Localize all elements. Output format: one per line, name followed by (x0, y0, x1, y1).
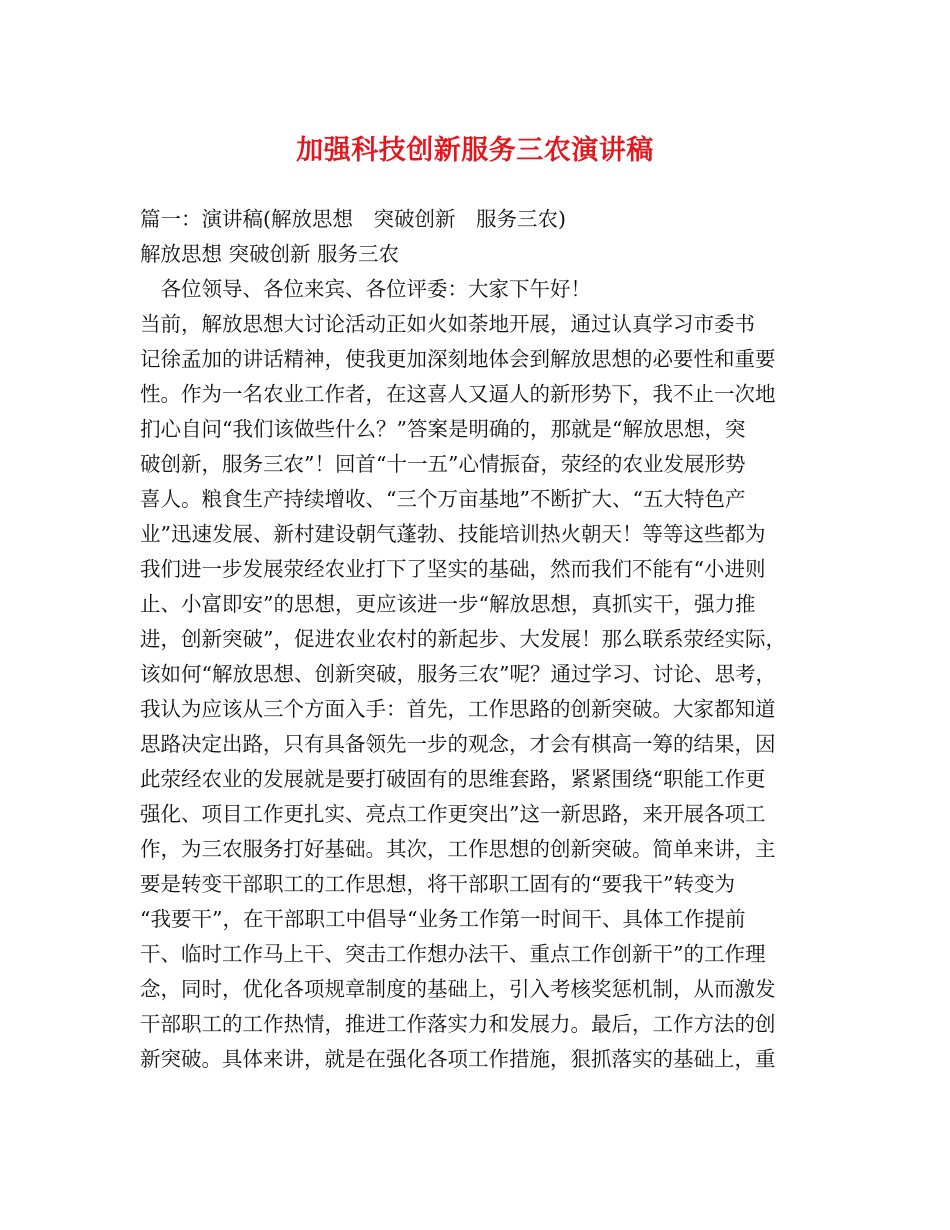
text-line: 要是转变干部职工的工作思想，将干部职工固有的“要我干”转变为 (140, 872, 735, 896)
text-line: 扪心自问“我们该做些什么？”答案是明确的，那就是“解放思想，突 (140, 417, 746, 441)
text-line: 此荥经农业的发展就是要打破固有的思维套路，紧紧围绕“职能工作更 (140, 767, 766, 791)
text-line: 我们进一步发展荥经农业打下了坚实的基础，然而我们不能有“小进则 (140, 557, 766, 581)
text-line: 喜人。粮食生产持续增收、“三个万亩基地”不断扩大、“五大特色产 (140, 487, 746, 511)
text-line: 我认为应该从三个方面入手：首先，工作思路的创新突破。大家都知道 (140, 697, 776, 721)
text-line: 新突破。具体来讲，就是在强化各项工作措施，狠抓落实的基础上，重 (140, 1047, 776, 1071)
text-line: 念，同时，优化各项规章制度的基础上，引入考核奖惩机制，从而激发 (140, 977, 776, 1001)
text-line: 思路决定出路，只有具备领先一步的观念，才会有棋高一筹的结果，因 (140, 732, 776, 756)
text-line: 记徐孟加的讲话精神，使我更加深刻地体会到解放思想的必要性和重要 (140, 347, 776, 371)
text-line: 干部职工的工作热情，推进工作落实力和发展力。最后，工作方法的创 (140, 1012, 776, 1036)
text-line: 性。作为一名农业工作者，在这喜人又逼人的新形势下，我不止一次地 (140, 382, 776, 406)
text-line: 破创新，服务三农”！回首“十一五”心情振奋，荥经的农业发展形势 (140, 452, 746, 476)
document-title: 加强科技创新服务三农演讲稿 (296, 135, 654, 166)
text-line: 干、临时工作马上干、突击工作想办法干、重点工作创新干”的工作理 (140, 942, 766, 966)
text-line: 业”迅速发展、新村建设朝气蓬勃、技能培训热火朝天！等等这些都为 (140, 522, 766, 546)
text-line: 进，创新突破”，促进农业农村的新起步、大发展！那么联系荥经实际， (140, 627, 786, 651)
text-line: 强化、项目工作更扎实、亮点工作更突出”这一新思路，来开展各项工 (140, 802, 766, 826)
text-line: 作，为三农服务打好基础。其次，工作思想的创新突破。简单来讲，主 (140, 837, 776, 861)
text-line: 各位领导、各位来宾、各位评委：大家下午好！ (140, 277, 591, 301)
text-line: 该如何“解放思想、创新突破，服务三农”呢？通过学习、讨论、思考， (140, 662, 776, 686)
text-line: 当前，解放思想大讨论活动正如火如荼地开展，通过认真学习市委书 (140, 312, 755, 336)
text-line: “我要干”，在干部职工中倡导“业务工作第一时间干、具体工作提前 (140, 907, 746, 931)
text-line: 止、小富即安”的思想，更应该进一步“解放思想，真抓实干，强力推 (140, 592, 756, 616)
text-line: 解放思想 突破创新 服务三农 (140, 242, 400, 266)
text-line: 篇一：演讲稿(解放思想 突破创新 服务三农) (140, 207, 566, 231)
